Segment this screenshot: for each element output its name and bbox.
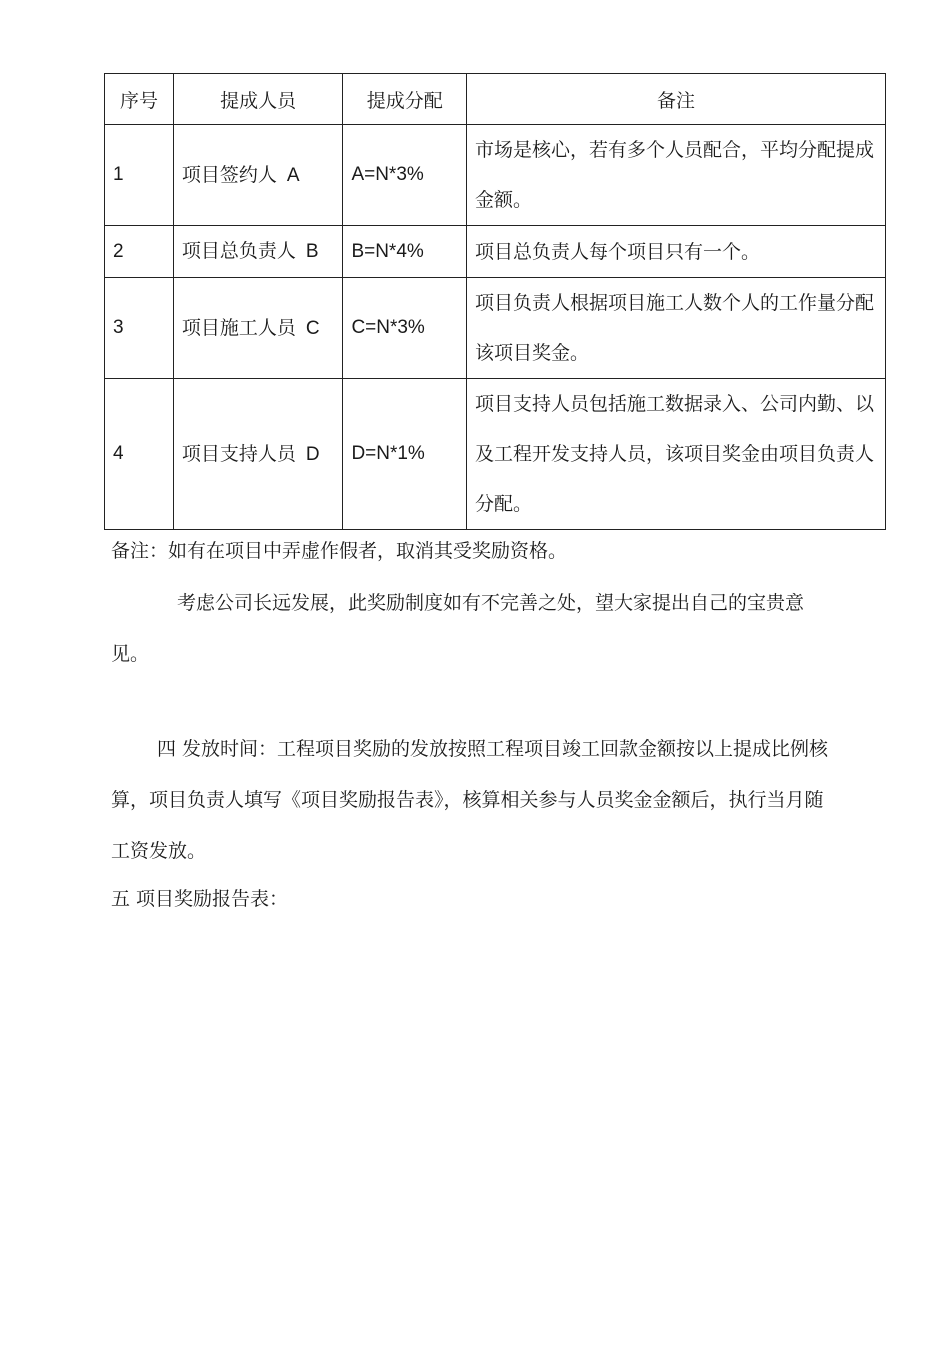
person-label: 项目施工人员	[181, 316, 296, 339]
commission-table	[104, 73, 886, 530]
section-four-paragraph: 四 发放时间：工程项目奖励的发放按照工程项目竣工回款金额按以上提成比例核算，项目负责人填写《项目奖励报告表》，核算相关参与人员奖金金额后，执行当月随工资发放。	[111, 738, 829, 862]
person-label: 项目签约人	[181, 163, 277, 186]
header-no: 序号	[105, 74, 174, 125]
row-no: 4	[105, 379, 174, 530]
row-allocation: C=N*3%	[343, 278, 467, 379]
header-person: 提成人员	[173, 74, 343, 125]
person-label: 项目支持人员	[181, 442, 296, 465]
row-person	[173, 125, 343, 226]
person-code: A	[286, 164, 300, 186]
row-person	[173, 226, 343, 278]
remark-paragraph: 备注：如有在项目中弄虚作假者，取消其受奖励资格。	[111, 540, 568, 562]
table-row	[105, 125, 886, 226]
table-row	[105, 379, 886, 530]
table-row	[105, 278, 886, 379]
person-code: C	[305, 317, 320, 339]
person-label: 项目总负责人	[181, 240, 296, 262]
header-allocation: 提成分配	[343, 74, 467, 125]
section-five-heading: 五 项目奖励报告表：	[111, 888, 289, 910]
consider-paragraph: 考虑公司长远发展，此奖励制度如有不完善之处，望大家提出自己的宝贵意见。	[111, 592, 805, 665]
table-row	[105, 226, 886, 278]
header-note: 备注	[467, 74, 886, 125]
row-allocation: B=N*4%	[343, 226, 467, 278]
table-header-row	[105, 74, 886, 125]
row-person	[173, 278, 343, 379]
row-no: 1	[105, 125, 174, 226]
row-allocation: D=N*1%	[343, 379, 467, 530]
row-person	[173, 379, 343, 530]
person-code: D	[305, 443, 320, 465]
person-code: B	[305, 241, 319, 262]
row-no: 2	[105, 226, 174, 278]
row-note: 项目总负责人每个项目只有一个。	[467, 226, 886, 278]
row-no: 3	[105, 278, 174, 379]
row-note: 项目支持人员包括施工数据录入、公司内勤、以及工程开发支持人员，该项目奖金由项目负责人分配。	[467, 379, 886, 530]
row-allocation: A=N*3%	[343, 125, 467, 226]
row-note: 项目负责人根据项目施工人数个人的工作量分配该项目奖金。	[467, 278, 886, 379]
row-note: 市场是核心，若有多个人员配合，平均分配提成金额。	[467, 125, 886, 226]
